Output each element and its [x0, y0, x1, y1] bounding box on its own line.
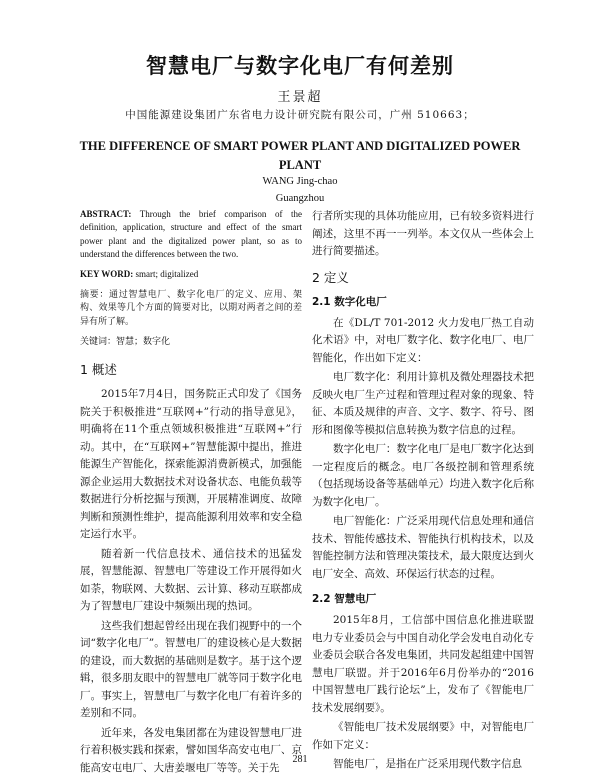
- left-column: [80, 208, 302, 779]
- paragraph: 在《DL/T 701-2012 火力发电厂热工自动化术语》中，对电厂数字化、数字化电厂、电厂智能化，作出如下定义：: [312, 316, 534, 364]
- page-number: 281: [292, 754, 308, 765]
- paragraph: 智能电厂，是指在广泛采用现代数字信息: [333, 758, 522, 770]
- location-en: Guangzhou: [275, 193, 325, 204]
- subsection-heading-smart-plant: 2.2 智慧电厂: [312, 593, 377, 605]
- paragraph: 2015年8月，工信部中国信息化推进联盟电力专业委员会与中国自动化学会发电自动化专业委员会联合各发电集团，共同发起组建中国智慧电厂联盟。并于2016年6月份举办的“2016中国智慧电厂践行论坛”上，发布了《智能电厂技术发展纲要》。: [312, 614, 534, 714]
- paragraph: 电厂智能化：广泛采用现代信息处理和通信技术、智能传感技术、智能执行机构技术，以及智能控制方法和管理决策技术，最大限度达到火电厂安全、高效、环保运行状态的过程。: [312, 515, 534, 580]
- paragraph-continuation: 行者所实现的具体功能应用，已有较多资料进行阐述，这里不再一一列举。本文仅从一些体会上进行简要描述。: [312, 210, 534, 257]
- right-column: [312, 208, 534, 776]
- paragraph: 2015年7月4日，国务院正式印发了《国务院关于积极推进“互联网+”行动的指导意见》，明确将在11个重点领域积极推进“互联网+”行动。其中，在“互联网+”智慧能源中提出，推进能源生产智能化，探索能源消费新模式，加强能源企业运用大数据技术对设备状态、电能负载等数据进行分析挖掘与预测，开展精准调度、故障判断和预测性维护，提高能源利用效率和安全稳定运行水平。: [80, 388, 302, 541]
- abstract-en-label: ABSTRACT:: [80, 209, 132, 219]
- abstract-en-text: Through the brief comparison of the definition, application, structure and effect of the smart power plant and the digitalized power plant, so as to understand the differences between the two.: [80, 209, 302, 260]
- abstract-cn-label: 摘要：: [80, 289, 110, 300]
- paragraph: 《智能电厂技术发展纲要》中，对智能电厂作如下定义：: [312, 721, 534, 751]
- abstract-cn-text: 通过智慧电厂、数字化电厂的定义、应用、架构、效果等几个方面的简要对比，以期对两者之间的差异有所了解。: [80, 289, 302, 328]
- keywords-cn-text: 智慧；数字化: [116, 337, 171, 348]
- paragraph: 随着新一代信息技术、通信技术的迅猛发展，智慧能源、智慧电厂等建设工作开展得如火如荼，物联网、大数据、云计算、移动互联都成为了智慧电厂建设中频频出现的热词。: [80, 547, 302, 613]
- subsection-heading-digital-plant: 2.1 数字化电厂: [312, 295, 387, 308]
- author-name-cn: 王景超: [277, 90, 323, 105]
- keywords-en-label: KEY WORD:: [80, 268, 134, 279]
- section-heading-overview: 1 概述: [80, 362, 117, 378]
- paragraph: 这些我们想起曾经出现在我们视野中的一个词“数字化电厂”。智慧电厂的建设核心是大数据的建设，而大数据的基础则是数字。基于这个逻辑，很多朋友眼中的智慧电厂就等同于数字化电厂。事实上，智慧电厂与数字化电厂有着许多的差别和不同。: [80, 619, 302, 720]
- paragraph: 近年来，各发电集团都在为建设智慧电厂进行着积极实践和探索，譬如国华高安屯电厂、京能高安屯电厂、大唐姜堰电厂等等。关于先: [80, 726, 302, 774]
- paper-title-cn: 智慧电厂与数字化电厂有何差别: [146, 54, 454, 78]
- keywords-en: [80, 268, 302, 281]
- keywords-en-text: smart; digitalized: [135, 268, 199, 279]
- keywords-cn-label: 关键词：: [80, 337, 117, 348]
- paragraph: 电厂数字化：利用计算机及微处理器技术把反映火电厂生产过程和管理过程对象的现象、特征、本质及规律的声音、文字、数字、符号、图形和图像等模拟信息转换为数字信息的过程。: [312, 371, 534, 436]
- paper-title-en: THE DIFFERENCE OF SMART POWER PLANT AND DIGITALIZED POWER PLANT: [79, 139, 521, 172]
- abstract-cn: [80, 289, 302, 330]
- author-name-en: WANG Jing-chao: [262, 176, 338, 187]
- affiliation-cn: 中国能源建设集团广东省电力设计研究院有限公司，广州 510663；: [125, 109, 475, 121]
- section-heading-definition: 2 定义: [312, 269, 349, 285]
- abstract-en: [80, 208, 302, 262]
- paragraph: 数字化电厂：数字化电厂是电厂数字化达到一定程度后的概念。电厂各级控制和管理系统（包括现场设备等基础单元）均进入数字化后称为数字化电厂。: [312, 443, 534, 508]
- keywords-cn: [80, 336, 302, 349]
